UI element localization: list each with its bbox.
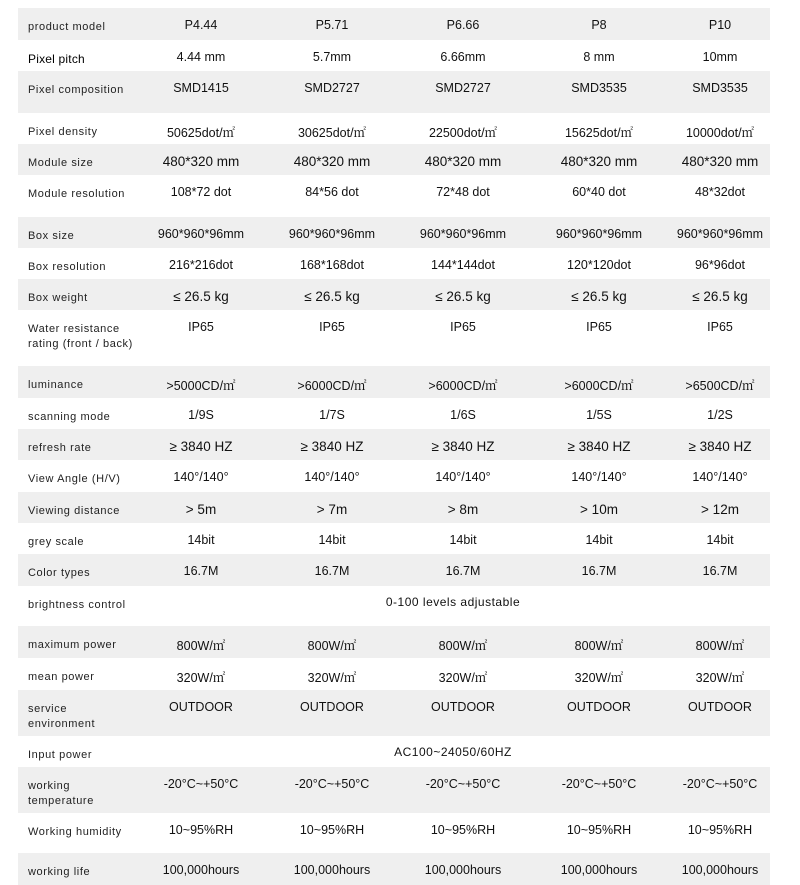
row-value: >6000CD/㎡ <box>528 366 670 398</box>
row-label: working life <box>18 853 136 885</box>
row-label: scanning mode <box>28 411 111 423</box>
row-value: 168*168dot <box>300 258 364 272</box>
row-label: Module resolution <box>28 188 126 200</box>
row-value: 800W/㎡ <box>670 626 770 658</box>
row-value: OUTDOOR <box>136 690 266 736</box>
row-value: 800W/㎡ <box>528 626 670 658</box>
row-label: mean power <box>28 671 95 683</box>
row-value-span: 0-100 levels adjustable <box>385 595 521 609</box>
row-value: 72*48 dot <box>436 185 490 199</box>
row-value: 14bit <box>585 533 613 547</box>
row-label: Working humidity <box>28 826 122 838</box>
row-value: 100,000hours <box>398 853 528 885</box>
row-value: 960*960*96mm <box>266 217 398 248</box>
row-value: 140°/140° <box>692 470 748 484</box>
row-value: 10~95%RH <box>168 823 234 837</box>
row-value: 16.7M <box>266 554 398 586</box>
row-value: 480*320 mm <box>398 144 528 175</box>
row-value: 60*40 dot <box>572 185 626 199</box>
row-value: > 12m <box>670 492 770 523</box>
row-label: Input power <box>28 749 93 761</box>
row-value: P10 <box>670 8 770 40</box>
row-label: Viewing distance <box>18 492 136 523</box>
row-value: 16.7M <box>528 554 670 586</box>
row-label: Pixel pitch <box>28 52 85 66</box>
row-value: -20°C~+50°C <box>398 767 528 813</box>
row-value: 960*960*96mm <box>136 217 266 248</box>
row-label: refresh rate <box>18 429 136 460</box>
row-value: 8 mm <box>583 50 615 64</box>
row-value: 120*120dot <box>567 258 631 272</box>
row-value: IP65 <box>586 320 612 334</box>
row-value: 140°/140° <box>304 470 360 484</box>
row-value: 320W/㎡ <box>307 671 357 685</box>
row-label: Box weight <box>18 279 136 310</box>
row-value: 100,000hours <box>670 853 770 885</box>
row-value: IP65 <box>450 320 476 334</box>
row-label: service environment <box>18 690 136 736</box>
row-value: 1/6S <box>450 408 476 422</box>
row-value: SMD3535 <box>670 71 770 113</box>
row-value: >6500CD/㎡ <box>670 366 770 398</box>
row-value: 320W/㎡ <box>438 671 488 685</box>
row-value: 480*320 mm <box>136 144 266 175</box>
table-row <box>18 310 770 366</box>
row-label: product model <box>18 8 136 40</box>
row-value: P6.66 <box>398 8 528 40</box>
table-row <box>18 626 770 658</box>
row-value: 16.7M <box>398 554 528 586</box>
row-value: 800W/㎡ <box>398 626 528 658</box>
row-value: SMD3535 <box>528 71 670 113</box>
row-value: 14bit <box>706 533 734 547</box>
row-value: > 10m <box>528 492 670 523</box>
row-value: >6000CD/㎡ <box>398 366 528 398</box>
row-label: Box resolution <box>28 261 107 273</box>
row-value: 144*144dot <box>431 258 495 272</box>
row-value: 10000dot/㎡ <box>685 126 755 140</box>
table-row <box>18 554 770 586</box>
table-row <box>18 71 770 113</box>
row-value: 480*320 mm <box>528 144 670 175</box>
row-value: ≥ 3840 HZ <box>528 429 670 460</box>
row-value: 960*960*96mm <box>528 217 670 248</box>
row-label: Pixel density <box>28 126 98 138</box>
row-value: 15625dot/㎡ <box>564 126 634 140</box>
row-value: 100,000hours <box>136 853 266 885</box>
row-value: IP65 <box>319 320 345 334</box>
row-value: > 8m <box>398 492 528 523</box>
row-label: grey scale <box>28 536 85 548</box>
table-row <box>18 366 770 398</box>
row-label: View Angle (H/V) <box>28 473 121 485</box>
row-value: 108*72 dot <box>170 185 232 199</box>
table-row <box>18 8 770 40</box>
table-row <box>18 690 770 736</box>
row-label: luminance <box>18 366 136 398</box>
row-value: -20°C~+50°C <box>528 767 670 813</box>
row-value: SMD2727 <box>398 71 528 113</box>
row-value: 6.66mm <box>440 50 486 64</box>
spec-table <box>18 8 770 885</box>
row-value: 1/9S <box>188 408 214 422</box>
row-value: 14bit <box>187 533 215 547</box>
table-row <box>18 736 770 767</box>
row-value: 140°/140° <box>173 470 229 484</box>
spec-table-body <box>18 8 770 885</box>
table-row <box>18 767 770 813</box>
row-value: 30625dot/㎡ <box>297 126 367 140</box>
row-value: 10~95%RH <box>299 823 365 837</box>
row-value: P4.44 <box>136 8 266 40</box>
row-value: 1/7S <box>319 408 345 422</box>
row-value: 10~95%RH <box>430 823 496 837</box>
table-row <box>18 40 770 71</box>
row-value: 320W/㎡ <box>574 671 624 685</box>
table-row <box>18 144 770 175</box>
row-value: ≤ 26.5 kg <box>528 279 670 310</box>
row-label: Color types <box>18 554 136 586</box>
row-value: 16.7M <box>136 554 266 586</box>
row-value: >5000CD/㎡ <box>136 366 266 398</box>
row-value: -20°C~+50°C <box>136 767 266 813</box>
row-value: ≥ 3840 HZ <box>670 429 770 460</box>
row-value: 14bit <box>318 533 346 547</box>
row-label: brightness control <box>28 599 126 611</box>
table-row <box>18 853 770 885</box>
row-label: Box size <box>18 217 136 248</box>
row-value: 320W/㎡ <box>695 671 745 685</box>
row-value: > 5m <box>136 492 266 523</box>
row-label: Module size <box>18 144 136 175</box>
row-value: SMD1415 <box>136 71 266 113</box>
row-label: maximum power <box>18 626 136 658</box>
row-value: 960*960*96mm <box>670 217 770 248</box>
table-row <box>18 248 770 279</box>
row-value: ≤ 26.5 kg <box>266 279 398 310</box>
row-value: 84*56 dot <box>305 185 359 199</box>
row-value: 96*96dot <box>694 258 746 272</box>
row-value: 100,000hours <box>266 853 398 885</box>
row-value: 800W/㎡ <box>266 626 398 658</box>
row-value: P5.71 <box>266 8 398 40</box>
row-value: OUTDOOR <box>266 690 398 736</box>
table-row <box>18 175 770 217</box>
row-value: 48*32dot <box>694 185 746 199</box>
row-value: 216*216dot <box>169 258 233 272</box>
table-row <box>18 279 770 310</box>
row-value: 14bit <box>449 533 477 547</box>
table-row <box>18 586 770 626</box>
row-value: 480*320 mm <box>670 144 770 175</box>
row-value: 800W/㎡ <box>136 626 266 658</box>
row-value: P8 <box>528 8 670 40</box>
row-value: -20°C~+50°C <box>266 767 398 813</box>
row-label: Pixel composition <box>18 71 136 113</box>
row-value: 10mm <box>702 50 738 64</box>
table-row <box>18 398 770 429</box>
row-value: 16.7M <box>670 554 770 586</box>
row-value: SMD2727 <box>266 71 398 113</box>
table-row <box>18 217 770 248</box>
row-value: ≥ 3840 HZ <box>136 429 266 460</box>
row-value: 480*320 mm <box>266 144 398 175</box>
row-value: 320W/㎡ <box>176 671 226 685</box>
row-value: IP65 <box>707 320 733 334</box>
row-label: working temperature <box>18 767 136 813</box>
row-value: > 7m <box>266 492 398 523</box>
row-value: IP65 <box>188 320 214 334</box>
table-row <box>18 429 770 460</box>
row-value: 100,000hours <box>528 853 670 885</box>
row-value: OUTDOOR <box>528 690 670 736</box>
row-value: ≥ 3840 HZ <box>398 429 528 460</box>
row-value: 1/2S <box>707 408 733 422</box>
table-row <box>18 492 770 523</box>
table-row <box>18 813 770 853</box>
table-row <box>18 523 770 554</box>
table-row <box>18 460 770 492</box>
row-value: ≥ 3840 HZ <box>266 429 398 460</box>
row-value: ≤ 26.5 kg <box>670 279 770 310</box>
row-value: 140°/140° <box>571 470 627 484</box>
row-value: 10~95%RH <box>687 823 753 837</box>
row-value-span: AC100~24050/60HZ <box>394 745 512 759</box>
row-value: ≤ 26.5 kg <box>136 279 266 310</box>
row-value: 5.7mm <box>312 50 352 64</box>
row-value: 10~95%RH <box>566 823 632 837</box>
table-row <box>18 658 770 690</box>
row-value: 50625dot/㎡ <box>166 126 236 140</box>
table-row <box>18 113 770 144</box>
row-value: >6000CD/㎡ <box>266 366 398 398</box>
row-label: Water resistance rating (front / back) <box>28 323 133 350</box>
row-value: ≤ 26.5 kg <box>398 279 528 310</box>
row-value: 4.44 mm <box>176 50 226 64</box>
row-value: -20°C~+50°C <box>670 767 770 813</box>
row-value: 140°/140° <box>435 470 491 484</box>
row-value: OUTDOOR <box>398 690 528 736</box>
row-value: 1/5S <box>586 408 612 422</box>
row-value: OUTDOOR <box>670 690 770 736</box>
row-value: 960*960*96mm <box>398 217 528 248</box>
row-value: 22500dot/㎡ <box>428 126 498 140</box>
